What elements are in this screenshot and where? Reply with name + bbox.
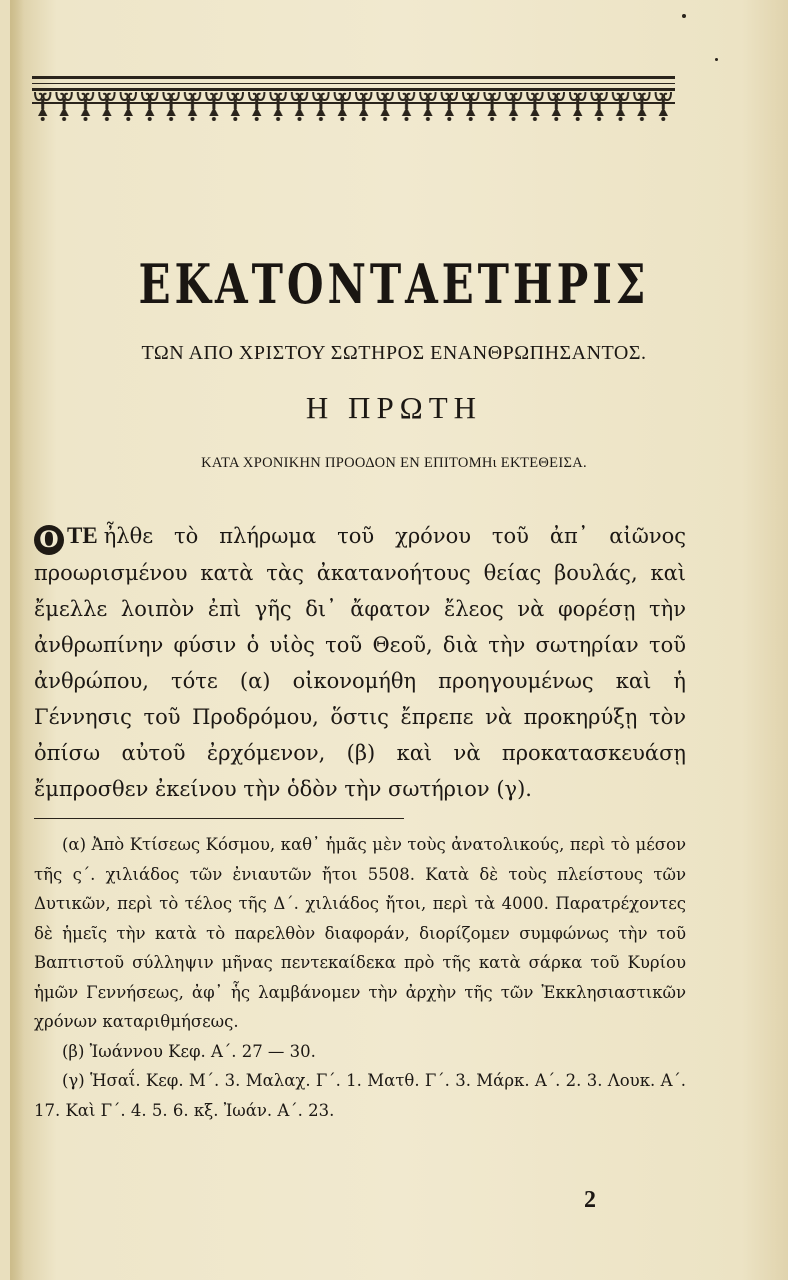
footnote-gamma: (γ) Ἡσαΐ. Κεφ. Μ΄. 3. Μαλαχ. Γ΄. 1. Ματθ. Γ΄. 3. Μάρκ. Α΄. 2. 3. Λουκ. Α΄. 17. Καὶ Γ΄. 4. 5. 6. κξ. Ἰωάν. Α΄. 23. xyxy=(34,1071,686,1120)
first-word: ΤΕ xyxy=(67,523,98,548)
section-heading: Η ΠΡΩΤΗ xyxy=(305,390,483,425)
paragraph-text: ἦλθε τὸ πλήρωμα τοῦ χρόνου τοῦ ἀπ᾽ αἰῶνος προωρισμένου κατὰ τὰς ἀκατανοήτους θείας βουλάς, καὶ ἔμελλε λοιπὸν ἐπὶ γῆς δι᾽ ἄφατον ἔλεος νὰ φορέσῃ τὴν ἀνθρωπίνην φύσιν ὁ υἱὸς τοῦ Θεοῦ, διὰ τὴν σωτηρίαν τοῦ ἀνθρώπου, τότε (α) οἰκονομήθη προηγουμένως καὶ ἡ Γέννησις τοῦ Προδρόμου, ὅστις ἔπρεπε νὰ προκηρύξῃ τὸν ὀπίσω αὐτοῦ ἐρχόμενον, (β) καὶ νὰ προκατασκευάσῃ ἔμπροσθεν ἐκείνου τὴν ὁδὸν τὴν σωτήριον (γ). xyxy=(34,524,686,801)
top-rule-thick xyxy=(32,76,675,79)
page-title: ΕΚΑΤΟΝΤΑΕΤΗΡΙΣ xyxy=(138,252,650,316)
footnotes xyxy=(34,830,686,1125)
footnote-alpha: (α) Ἀπὸ Κτίσεως Κόσμου, καθ᾽ ἡμᾶς μὲν τοὺς ἀνατολικούς, περὶ τὸ μέσον τῆς ς΄. χιλιάδος τῶν ἐνιαυτῶν ἤτοι 5508. Κατὰ δὲ τοὺς πλείστους τῶν Δυτικῶν, περὶ τὸ τέλος τῆς Δ΄. χιλιάδος ἤτοι, περὶ τὰ 4000. Παρατρέχοντες δὲ ἡμεῖς τὴν κατὰ τὸ παρελθὸν διαφοράν, διορίζομεν συμφώνως τὴν τοῦ Βαπτιστοῦ σύλληψιν μῆνας πεντεκαίδεκα πρὸ τῆς κατὰ σάρκα τοῦ Κυρίου ἡμῶν Γεννήσεως, ἀφ᾽ ἧς λαμβάνομεν τὴν ἀρχὴν τῆς τῶν Ἐκκλησιαστικῶν χρόνων καταριθμήσεως. xyxy=(34,835,686,1031)
page-gutter-shadow xyxy=(10,0,24,1280)
footnote-beta: (β) Ἰωάννου Κεφ. Α΄. 27 — 30. xyxy=(62,1041,316,1061)
page-subtitle: ΤΩΝ ΑΠΟ ΧΡΙΣΤΟΥ ΣΩΤΗΡΟΣ ΕΝΑΝΘΡΩΠΗΣΑΝΤΟΣ. xyxy=(141,342,647,364)
footnote-rule xyxy=(34,818,404,819)
ornamental-border xyxy=(32,86,675,122)
page-number: 2 xyxy=(584,1187,596,1213)
section-subheading: ΚΑΤΑ ΧΡΟΝΙΚΗΝ ΠΡΟΟΔΟΝ ΕΝ ΕΠΙΤΟΜΗι ΕΚΤΕΘΕΙΣΑ. xyxy=(201,455,587,471)
top-rule-thin xyxy=(32,83,675,84)
drop-cap: Ο xyxy=(34,525,64,555)
ink-speck xyxy=(715,58,718,61)
main-paragraph xyxy=(34,518,686,807)
ink-speck xyxy=(682,14,686,18)
